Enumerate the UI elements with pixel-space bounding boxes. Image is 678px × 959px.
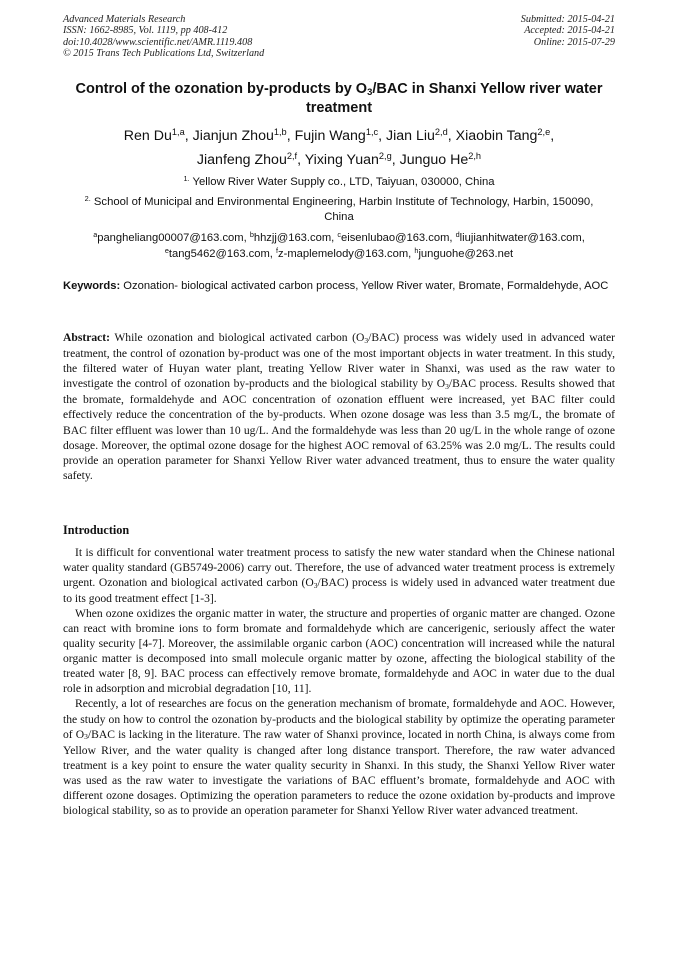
author-name: Yixing Yuan xyxy=(304,152,379,168)
journal-name: Advanced Materials Research xyxy=(63,14,186,25)
keywords-label: Keywords: xyxy=(63,280,121,292)
paragraph-subscript: 3 xyxy=(84,732,88,742)
intro-paragraph-1 xyxy=(63,545,615,606)
author-separator: , xyxy=(286,128,295,144)
email-address: eisenlubao@163.com xyxy=(341,232,450,244)
abstract-block xyxy=(63,330,615,483)
affiliation-number: 1. xyxy=(183,174,190,184)
publication-dates xyxy=(521,14,615,48)
author-name: Jianjun Zhou xyxy=(192,128,274,144)
keywords-block xyxy=(63,279,615,294)
abstract-text: /BAC) process was widely used in advanced water treatment, the control of ozonation by-product was one of the most important objects in water treatment. In this study, the filtered water of Huyan water plant, treating Yellow River water in Shanxi, was used as the raw water to investigate the control of ozonation by-products and the biological stability by O xyxy=(63,331,615,391)
email-separator: , xyxy=(581,232,585,244)
abstract-subscript: 3 xyxy=(364,335,369,345)
issn-line: ISSN: 1662-8985, Vol. 1119, pp 408-412 xyxy=(63,25,228,37)
author-separator: , xyxy=(297,152,305,168)
paragraph-text: Recently, a lot of researches are focus on the generation mechanism of bromate, formaldehyde and AOC. However, the study on how to control the ozonation by-products and the biological stability by optimize the operating parameter of O xyxy=(63,697,615,741)
email-address: pangheliang00007@163.com xyxy=(97,232,244,244)
author-name: Jian Liu xyxy=(386,128,435,144)
author-affiliation-mark: 2,h xyxy=(468,151,482,162)
email-separator: , xyxy=(243,232,250,244)
copyright-line: © 2015 Trans Tech Publications Ltd, Switzerland xyxy=(63,48,265,60)
title-part-1: Control of the ozonation by-products by O xyxy=(75,81,368,97)
email-mark: h xyxy=(414,245,419,255)
introduction-heading: Introduction xyxy=(63,523,130,537)
author-affiliation-mark: 2,f xyxy=(286,151,298,162)
author-separator: , xyxy=(378,128,387,144)
email-address: tang5462@163.com xyxy=(168,247,270,260)
email-separator: , xyxy=(269,247,277,260)
author-affiliation-mark: 1,c xyxy=(365,127,379,138)
author-name: Junguo He xyxy=(399,152,469,168)
email-mark: e xyxy=(164,245,169,255)
affiliation-2 xyxy=(70,195,608,225)
author-separator: , xyxy=(447,128,456,144)
paper-title xyxy=(58,80,620,118)
email-address: hhzjj@163.com xyxy=(253,232,332,244)
author-affiliation-mark: 2,e xyxy=(537,127,551,138)
email-mark: d xyxy=(455,230,460,240)
journal-info xyxy=(63,14,264,60)
email-mark: c xyxy=(337,230,341,240)
author-name: Xiaobin Tang xyxy=(455,128,538,144)
abstract-text: While ozonation and biological activated carbon (O xyxy=(110,331,365,344)
author-affiliation-mark: 1,a xyxy=(171,127,185,138)
abstract-label: Abstract: xyxy=(63,331,111,344)
author-affiliation-mark: 1,b xyxy=(273,127,287,138)
email-mark: b xyxy=(249,230,254,240)
abstract-text: /BAC process. Results showed that the bromate, formaldehyde and AOC concentration of ozonation effluent were increased, yet BAC filter could effectively reduce the concentration of the by-products. When ozone dosage was less than 3.5 mg/L, the bromate of BAC filter effluent was lower than 10 ug/L. And the formaldehyde was less than 20 ug/L in the whole range of ozone dosage. Moreover, the optimal ozone dosage for the highest AOC removal of 63.25% was 2.0 mg/L. The results could provide an operation parameter for Shanxi Yellow River water advanced treatment, thus to ensure the water quality safety. xyxy=(63,377,615,482)
author-separator: , xyxy=(391,152,400,168)
affiliation-text: School of Municipal and Environmental Engineering, Harbin Institute of Technology, Harbin, 150090, China xyxy=(90,196,594,223)
title-part-2: /BAC in Shanxi Yellow river water treatment xyxy=(305,81,603,116)
affiliation-number: 2. xyxy=(84,194,91,204)
email-address: liujianhitwater@163.com xyxy=(459,232,582,244)
author-list xyxy=(58,125,620,173)
paragraph-text: /BAC) process is widely used in advanced water treatment due to its good treatment effect [1-3]. xyxy=(63,576,615,606)
intro-paragraph-2: When ozone oxidizes the organic matter in water, the structure and properties of organic matter are changed. Ozone can react with bromine ions to form bromate and formaldehyde which are cancerigenic, seriously affect the water quality security [4-7]. Moreover, the assimilable organic carbon (AOC) concentration will increased while the natural organic matter is decomposed into small molecule organic matter by ozone, affecting the biological stability of the treated water [8, 9]. BAC process can effectively remove bromate, formaldehyde and AOC in water due to the dual role in adsorption and microbial degradation [10, 11]. xyxy=(63,607,615,696)
email-address: junguohe@263.net xyxy=(418,247,514,260)
email-mark: a xyxy=(93,230,98,240)
accepted-date: Accepted: 2015-04-21 xyxy=(524,25,615,37)
author-separator: , xyxy=(550,128,555,144)
title-subscript: 3 xyxy=(367,86,373,98)
author-name: Fujin Wang xyxy=(294,128,366,144)
submitted-date: Submitted: 2015-04-21 xyxy=(520,14,615,25)
email-separator: , xyxy=(331,232,338,244)
paragraph-text: /BAC is lacking in the literature. The raw water of Shanxi province, located in north China, is always come from Yellow River, and the water quality is changed after long distance transport. Therefore, the raw water advanced treatment is a key point to ensure the water quality security in Shanxi. In this study, the Shanxi Yellow River water was used as the raw water to investigate the variations of BAC effluent’s bromate, formaldehyde and AOC with different ozone dosages. Optimizing the operation parameters to reduce the ozone oxidation by-products and improve biological stability, so as to provide an operation parameter for Shanxi Yellow River water advanced treatment. xyxy=(63,727,615,817)
author-emails xyxy=(63,231,615,262)
paragraph-subscript: 3 xyxy=(313,580,318,590)
author-affiliation-mark: 2,g xyxy=(378,151,392,162)
author-affiliation-mark: 2,d xyxy=(434,127,448,138)
intro-paragraph-3 xyxy=(63,696,615,817)
email-address: z-maplemelody@163.com xyxy=(278,247,409,260)
author-separator: , xyxy=(184,128,193,144)
email-separator: , xyxy=(449,232,456,244)
email-mark: f xyxy=(276,245,279,255)
doi-line: doi:10.4028/www.scientific.net/AMR.1119.408 xyxy=(63,36,253,48)
author-name: Ren Du xyxy=(123,128,172,144)
introduction-body xyxy=(63,545,615,818)
email-separator: , xyxy=(408,247,415,260)
author-name: Jianfeng Zhou xyxy=(196,152,287,168)
online-date: Online: 2015-07-29 xyxy=(533,36,615,48)
affiliation-1 xyxy=(70,175,608,190)
affiliation-text: Yellow River Water Supply co., LTD, Taiyuan, 030000, China xyxy=(189,176,495,188)
abstract-subscript: 3 xyxy=(445,382,449,392)
paragraph-text: It is difficult for conventional water treatment process to satisfy the new water standard when the Chinese national water quality standard (GB5749-2006) carry out. Therefore, the use of advanced water treatment process is extremely urgent. Ozonation and biological activated carbon (O xyxy=(63,546,615,590)
keywords-text: Ozonation- biological activated carbon process, Yellow River water, Bromate, Formaldehyde, AOC xyxy=(120,280,609,292)
